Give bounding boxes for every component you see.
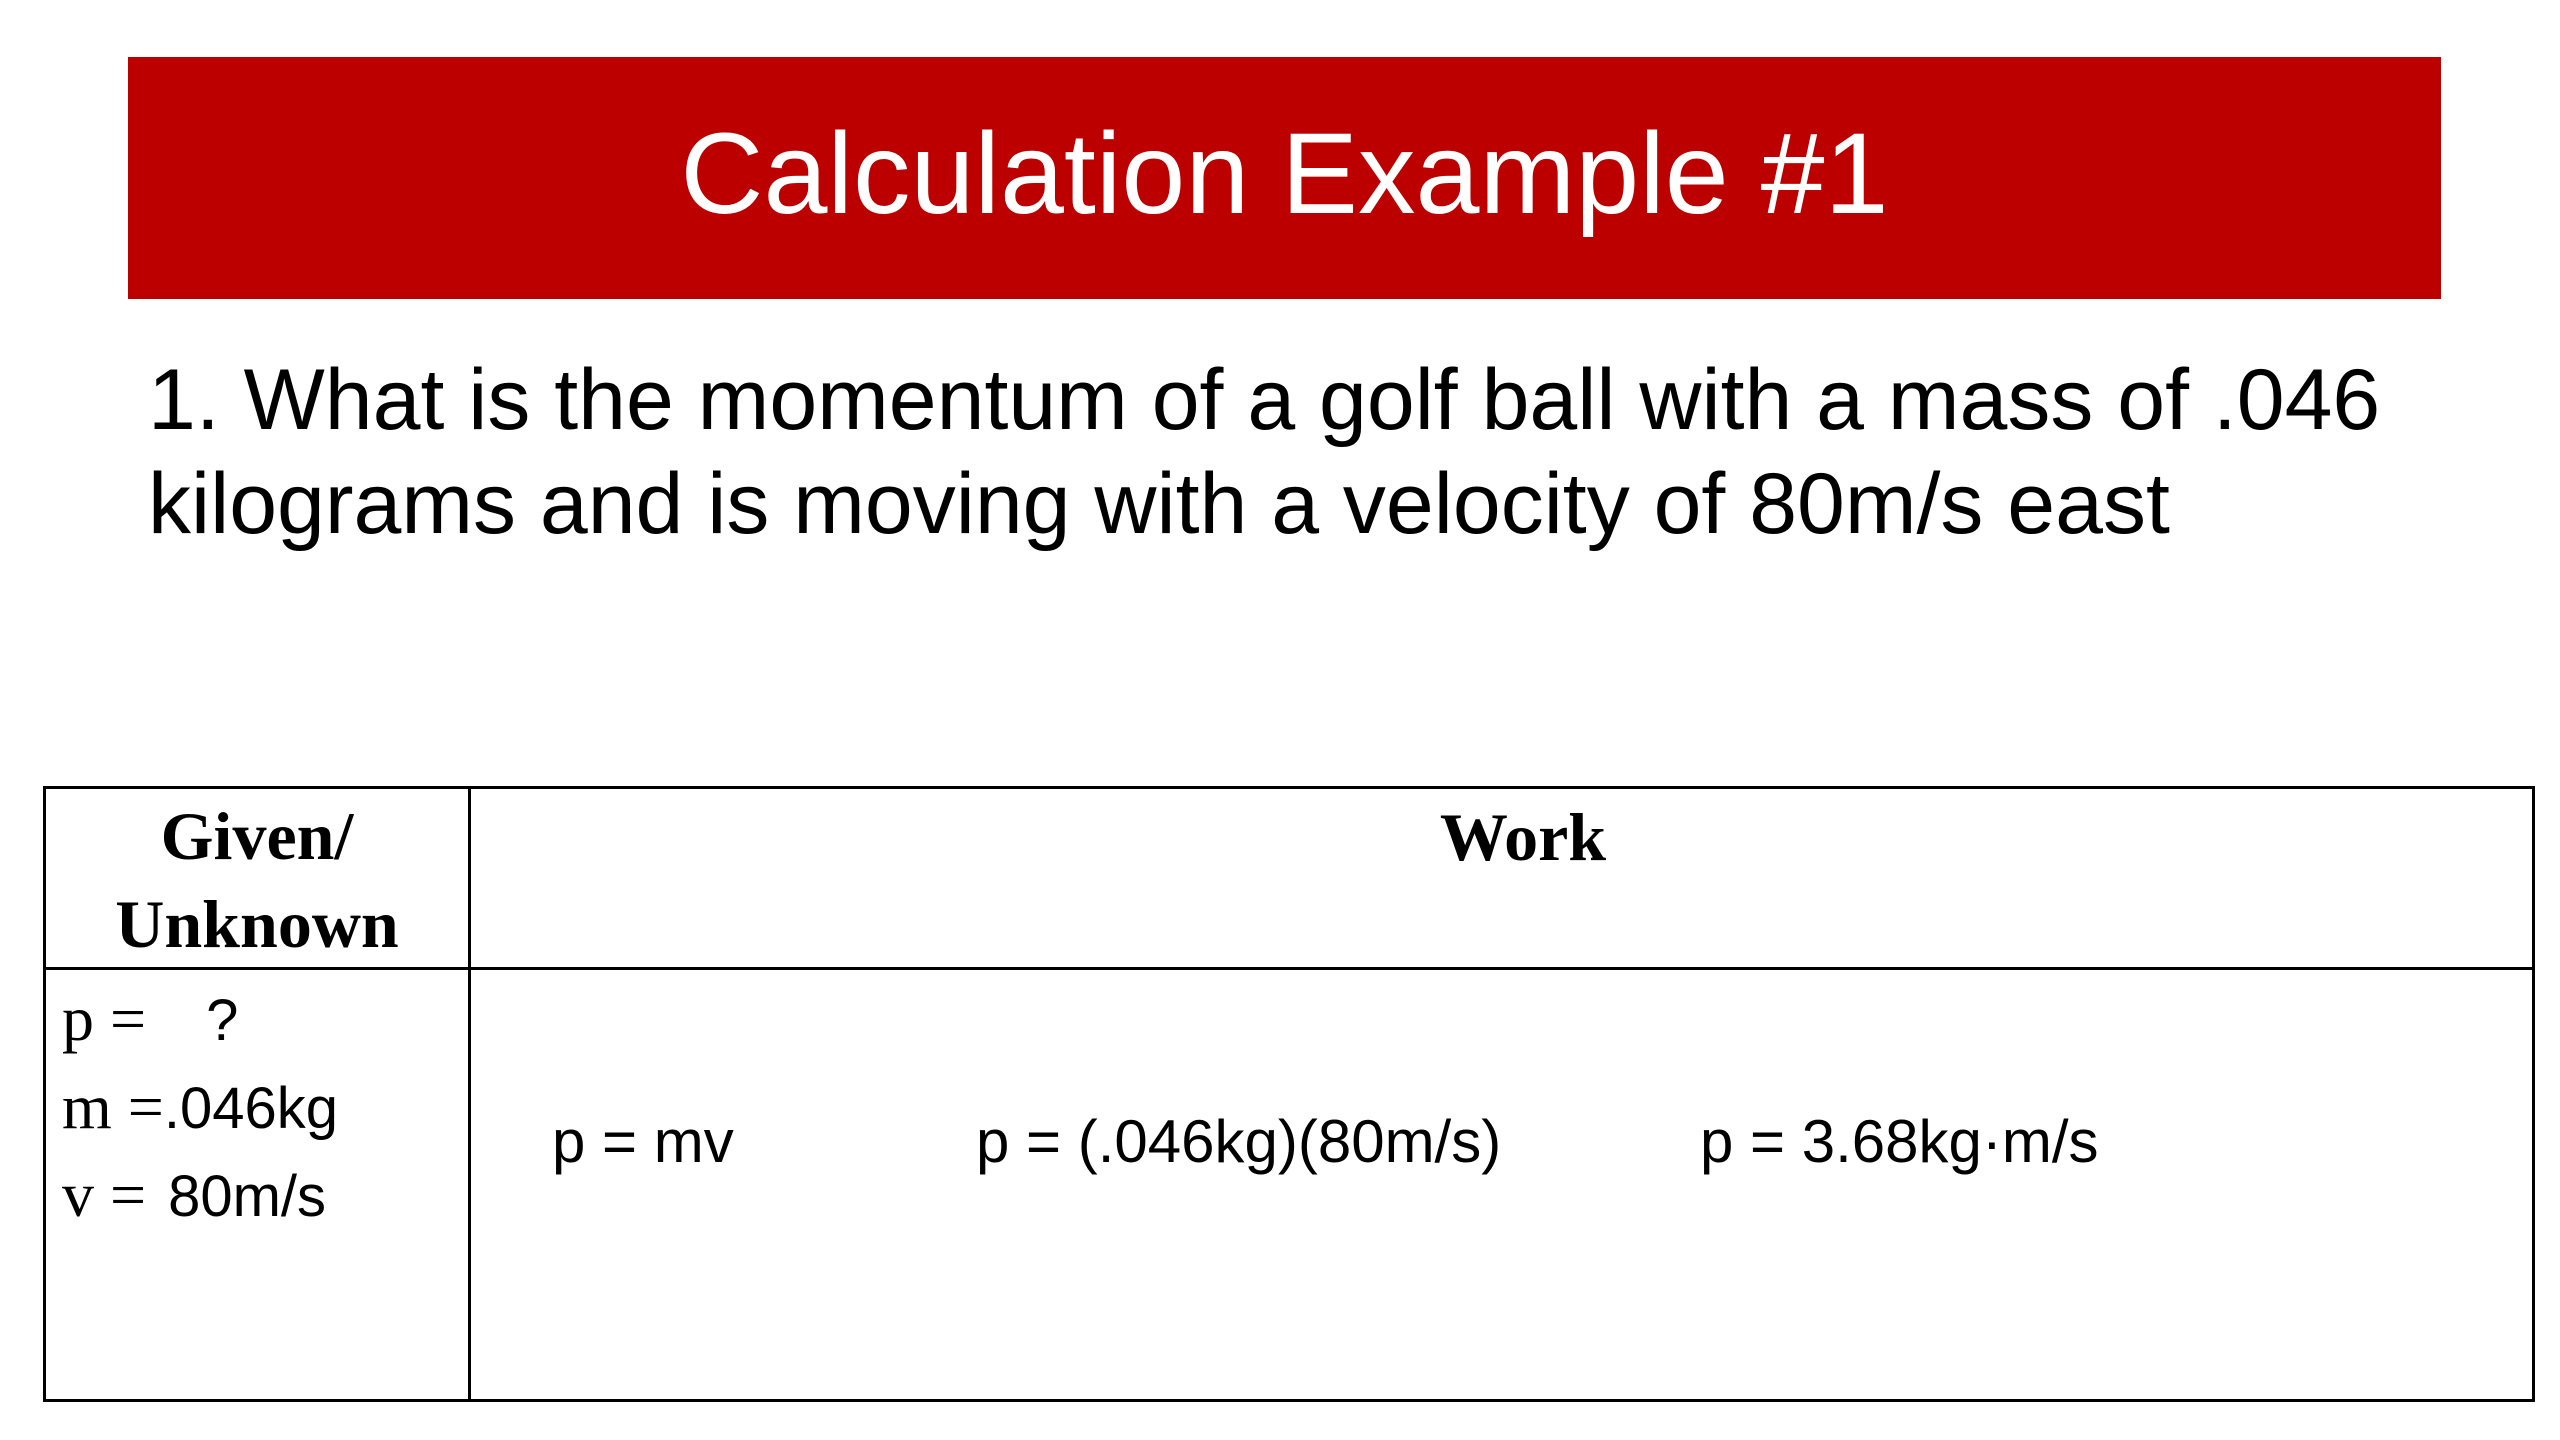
question-line-2: kilograms and is moving with a velocity of 80m/s east — [148, 456, 2170, 552]
given-momentum-var: p = — [62, 983, 147, 1054]
title-bar — [128, 57, 2441, 299]
given-mass-value: .046kg — [163, 1076, 339, 1141]
work-step-substitution: p = (.046kg)(80m/s) — [976, 1108, 1502, 1175]
given-momentum-value: ? — [206, 988, 239, 1053]
question-text — [148, 348, 2448, 556]
header-given-unknown — [46, 789, 468, 967]
given-velocity — [62, 1151, 462, 1239]
given-velocity-var: v = — [62, 1159, 147, 1230]
given-velocity-value: 80m/s — [168, 1164, 327, 1229]
table-row-divider — [46, 967, 2532, 970]
given-mass — [62, 1063, 462, 1151]
slide-title: Calculation Example #1 — [680, 109, 1889, 238]
question-line-1: 1. What is the momentum of a golf ball with a mass of .046 — [148, 352, 2381, 448]
given-list — [62, 975, 462, 1239]
given-momentum — [62, 975, 462, 1063]
header-given-line-1: Given/ — [160, 798, 354, 874]
header-given-line-2: Unknown — [115, 886, 399, 962]
work-step-formula: p = mv — [552, 1108, 734, 1175]
work-step-result: p = 3.68kg·m/s — [1700, 1108, 2099, 1175]
given-work-table — [43, 786, 2535, 1402]
header-work: Work — [1439, 799, 1607, 875]
given-mass-var: m = — [62, 1071, 164, 1142]
